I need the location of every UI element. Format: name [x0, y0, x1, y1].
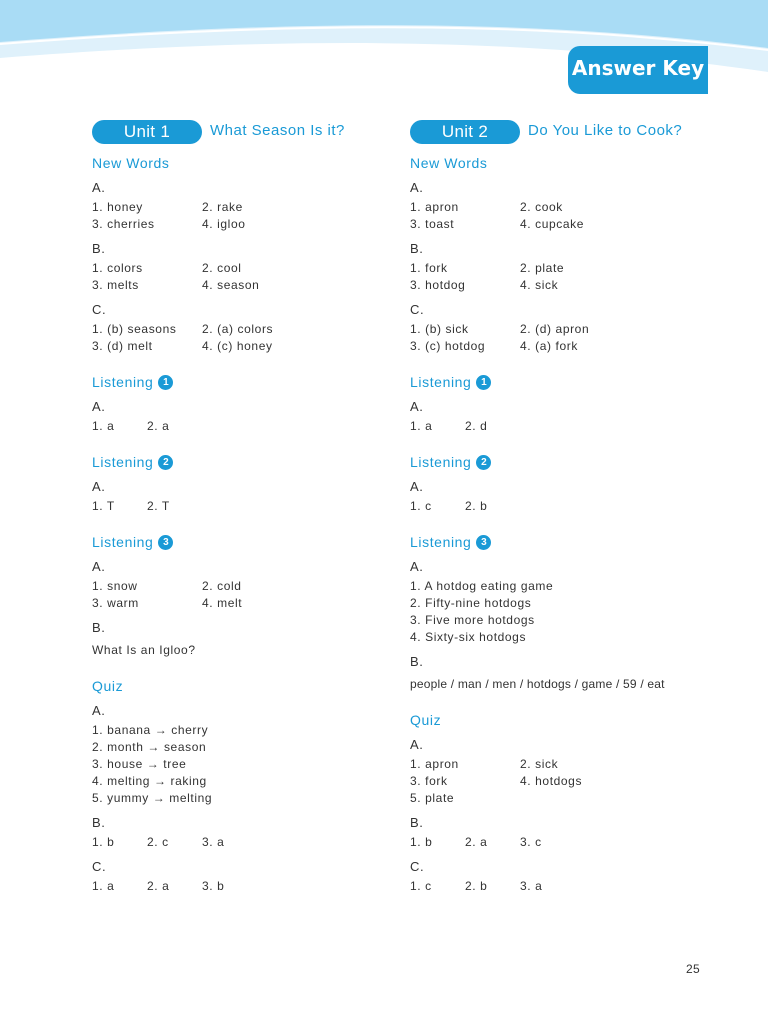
section-letter: B.	[92, 620, 106, 635]
unit-1-listening-1-title: Listening 1	[92, 373, 392, 391]
answer-row: 3. warm 4. melt	[92, 596, 243, 610]
unit-1-new-words-title: New Words	[92, 155, 170, 171]
answer-row: 1. fork 2. plate	[410, 261, 565, 275]
section-letter: B.	[410, 241, 424, 256]
unit-2-listening-3-title: Listening 3	[410, 533, 710, 551]
number-1-icon: 1	[158, 375, 173, 390]
answer-row: 1. apron 2. cook	[410, 200, 563, 214]
unit-1-listening-3-title: Listening 3	[92, 533, 392, 551]
answer-row: 3. cherries 4. igloo	[92, 217, 246, 231]
answer-row: 4. Sixty-six hotdogs	[410, 630, 527, 644]
page-number: 25	[686, 962, 700, 976]
section-letter: B.	[410, 815, 424, 830]
answer-row: 3. fork 4. hotdogs	[410, 774, 583, 788]
answer-text: people / man / men / hotdogs / game / 59 / eat	[410, 677, 665, 691]
answer-row: 3. Five more hotdogs	[410, 613, 535, 627]
section-letter: B.	[410, 654, 424, 669]
answer-row: 2. month → season	[92, 740, 207, 754]
answer-row: 1. (b) sick 2. (d) apron	[410, 322, 590, 336]
unit-2-label: Unit 2	[410, 120, 520, 144]
answer-row: 3. house → tree	[92, 757, 187, 771]
section-letter: A.	[410, 479, 424, 494]
unit-2-listening-2-title: Listening 2	[410, 453, 710, 471]
answer-row: 3. melts 4. season	[92, 278, 260, 292]
answer-row: 1. colors 2. cool	[92, 261, 242, 275]
number-2-icon: 2	[476, 455, 491, 470]
answer-row: 1. a 2. d	[410, 419, 488, 433]
answer-row: 1. (b) seasons 2. (a) colors	[92, 322, 274, 336]
answer-row: 3. (c) hotdog 4. (a) fork	[410, 339, 578, 353]
unit-2-header	[410, 118, 710, 146]
answer-row: 1. honey 2. rake	[92, 200, 243, 214]
unit-2-column	[410, 118, 710, 895]
number-3-icon: 3	[476, 535, 491, 550]
unit-2-quiz-title: Quiz	[410, 712, 442, 728]
answer-row: 3. hotdog 4. sick	[410, 278, 559, 292]
section-letter: A.	[92, 399, 106, 414]
section-letter: A.	[92, 479, 106, 494]
answer-row: 1. a 2. a	[92, 419, 170, 433]
answer-row: 1. a 2. a 3. b	[92, 879, 225, 893]
section-letter: C.	[410, 859, 425, 874]
answer-row: 3. toast 4. cupcake	[410, 217, 585, 231]
answer-row: 1. c 2. b	[410, 499, 488, 513]
answer-row: 1. b 2. c 3. a	[92, 835, 225, 849]
unit-1-quiz-title: Quiz	[92, 678, 124, 694]
unit-1-listening-2-title: Listening 2	[92, 453, 392, 471]
answer-row: 1. banana → cherry	[92, 723, 209, 737]
number-1-icon: 1	[476, 375, 491, 390]
section-letter: C.	[410, 302, 425, 317]
answer-row: 1. snow 2. cold	[92, 579, 242, 593]
unit-2-new-words-title: New Words	[410, 155, 488, 171]
answer-text: What Is an Igloo?	[92, 643, 196, 657]
answer-row: 1. b 2. a 3. c	[410, 835, 542, 849]
unit-1-column	[92, 118, 392, 895]
answer-row: 2. Fifty-nine hotdogs	[410, 596, 532, 610]
section-letter: A.	[410, 737, 424, 752]
answer-row: 1. c 2. b 3. a	[410, 879, 543, 893]
section-letter: A.	[410, 180, 424, 195]
answer-key-badge: Answer Key	[568, 46, 708, 94]
answer-row: 5. yummy → melting	[92, 791, 213, 805]
answer-row: 4. melting → raking	[92, 774, 207, 788]
section-letter: C.	[92, 302, 107, 317]
answer-row: 1. apron 2. sick	[410, 757, 559, 771]
answer-row: 1. T 2. T	[92, 499, 170, 513]
answer-row: 3. (d) melt 4. (c) honey	[92, 339, 273, 353]
unit-2-listening-1-title: Listening 1	[410, 373, 710, 391]
section-letter: C.	[92, 859, 107, 874]
answer-row: 5. plate	[410, 791, 455, 805]
unit-2-title: Do You Like to Cook?	[528, 122, 683, 139]
section-letter: A.	[92, 559, 106, 574]
section-letter: A.	[410, 559, 424, 574]
number-3-icon: 3	[158, 535, 173, 550]
section-letter: A.	[92, 703, 106, 718]
unit-1-header	[92, 118, 392, 146]
section-letter: B.	[92, 241, 106, 256]
number-2-icon: 2	[158, 455, 173, 470]
unit-1-label: Unit 1	[92, 120, 202, 144]
section-letter: A.	[410, 399, 424, 414]
section-letter: B.	[92, 815, 106, 830]
unit-1-title: What Season Is it?	[210, 122, 345, 139]
answer-row: 1. A hotdog eating game	[410, 579, 554, 593]
section-letter: A.	[92, 180, 106, 195]
